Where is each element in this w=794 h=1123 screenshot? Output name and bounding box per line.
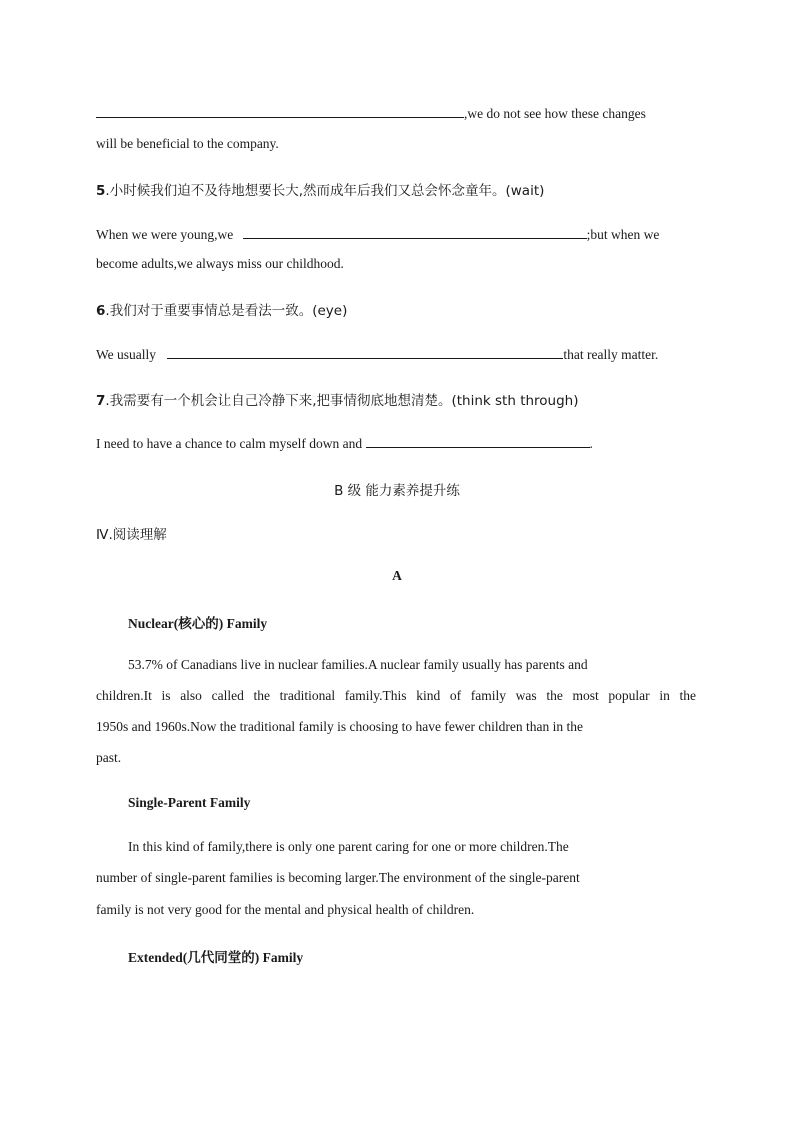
q4-line2: will be beneficial to the company. (96, 136, 279, 151)
q6-number: 6 (96, 303, 106, 319)
q6-prompt-text: .我们对于重要事情总是看法一致。(eye) (105, 303, 348, 319)
q6-before: We usually (96, 347, 157, 362)
q7-after: . (589, 436, 593, 451)
q4-tail: ,we do not see how these changes (464, 106, 646, 121)
section-iv-title: Ⅳ.阅读理解 (96, 527, 167, 543)
passage-label: A (392, 568, 402, 583)
q4-answer-line (96, 104, 646, 122)
q5-answer-line (96, 225, 659, 243)
nuclear-heading: Nuclear(核心的) Family (128, 616, 268, 631)
q5-line2: become adults,we always miss our childhood. (96, 256, 344, 271)
q6-after: that really matter. (563, 347, 659, 362)
q7-blank[interactable] (366, 434, 590, 448)
q7-number: 7 (96, 393, 106, 409)
single-line-1: In this kind of family,there is only one parent caring for one or more children.The (128, 839, 569, 854)
q6-prompt (96, 299, 347, 319)
q7-prompt-text: .我需要有一个机会让自己冷静下来,把事情彻底地想清楚。(think sth through) (105, 393, 579, 409)
single-line-3: family is not very good for the mental and physical health of children. (96, 902, 475, 917)
q5-prompt (96, 179, 544, 199)
q7-prompt (96, 389, 579, 409)
nuclear-line-4: past. (96, 750, 122, 765)
nuclear-line-1: 53.7% of Canadians live in nuclear families.A nuclear family usually has parents and (128, 657, 588, 672)
q7-answer-line (96, 434, 593, 452)
q5-blank[interactable] (243, 225, 587, 239)
q7-before: I need to have a chance to calm myself down and (96, 436, 363, 451)
nuclear-line-2: children.It is also called the traditional family.This kind of family was the most popular in the (96, 688, 696, 703)
q6-blank[interactable] (167, 345, 563, 359)
q5-prompt-text: .小时候我们迫不及待地想要长大,然而成年后我们又总会怀念童年。(wait) (105, 183, 545, 199)
q5-after: ;but when we (586, 227, 660, 242)
single-line-2: number of single-parent families is becoming larger.The environment of the single-parent (96, 870, 580, 885)
single-heading: Single-Parent Family (128, 795, 251, 810)
extended-heading: Extended(几代同堂的) Family (128, 950, 304, 965)
q5-before: When we were young,we (96, 227, 234, 242)
section-b-title: B 级 能力素养提升练 (334, 483, 460, 499)
nuclear-line-3: 1950s and 1960s.Now the traditional family is choosing to have fewer children than in the (96, 719, 584, 734)
q6-answer-line (96, 345, 658, 363)
q4-blank[interactable] (96, 104, 464, 118)
q5-number: 5 (96, 183, 106, 199)
